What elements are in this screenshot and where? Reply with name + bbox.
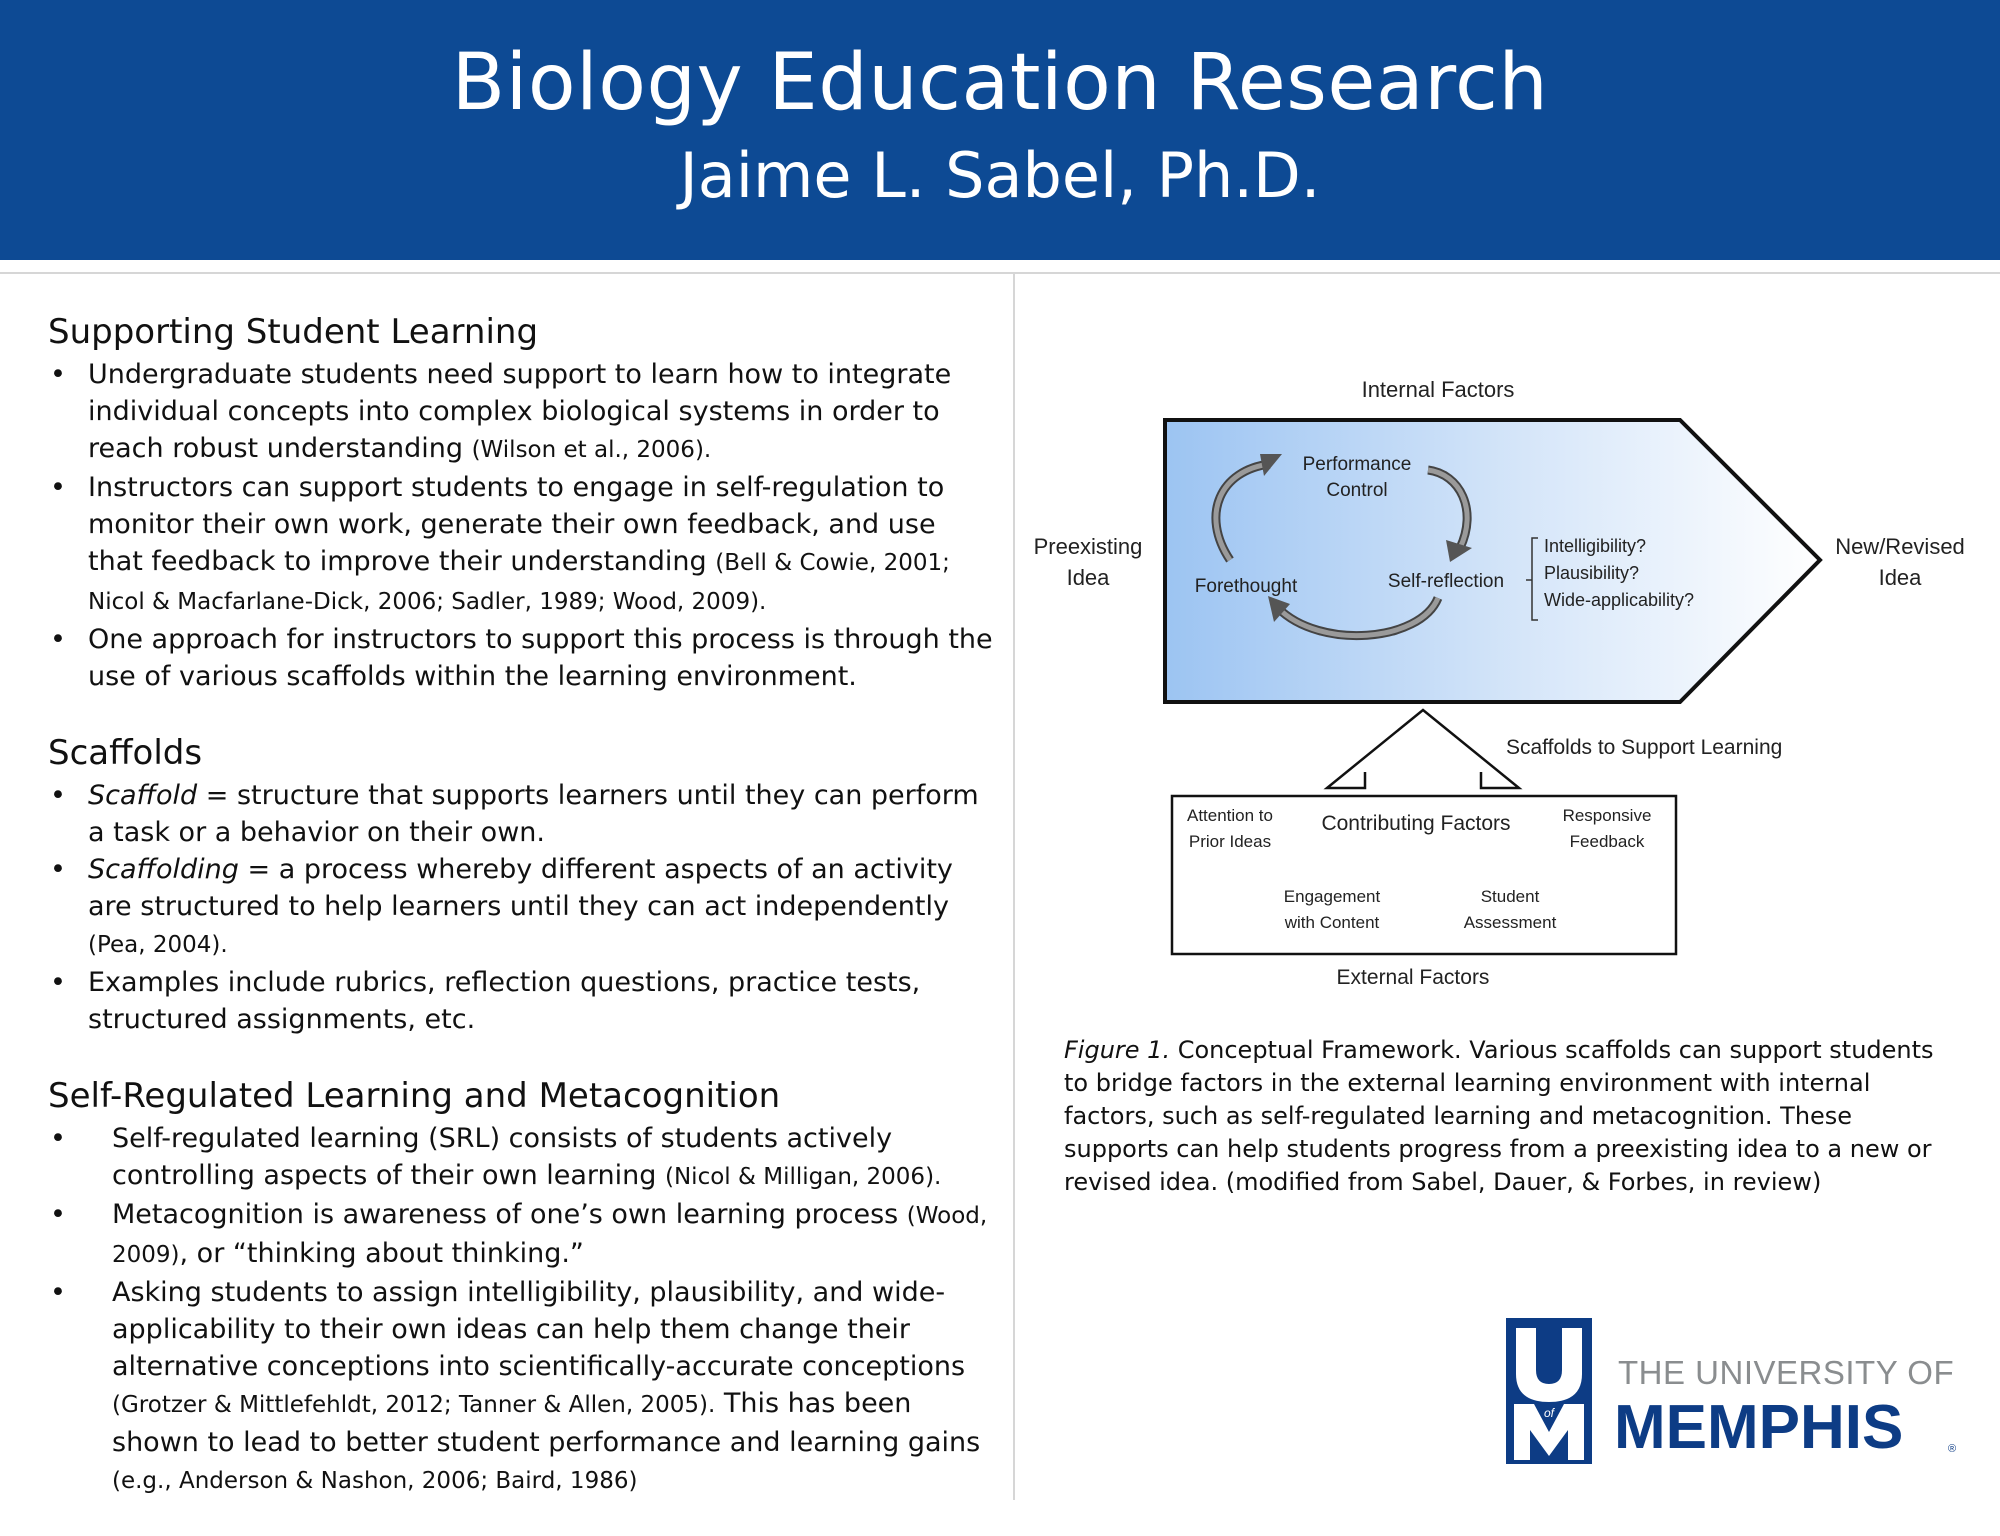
forethought-label: Forethought <box>1194 576 1298 597</box>
section-title: Self-Regulated Learning and Metacognition <box>48 1076 781 1116</box>
self-reflection-label: Self-reflection <box>1387 571 1505 592</box>
logo-line2: MEMPHIS <box>1614 1393 1904 1462</box>
performance-label-line2: Control <box>1326 480 1388 501</box>
university-logo <box>1500 1316 1960 1466</box>
bullet-item: • Instructors can support students to engage in self-regulation to monitor their own work, generate their own feedback, and use that feedback to improve their understanding (Bell & Cowie, 2001; Nicol & Macfarlane-Dick, 2006; Sadler, 1989; Wood, 2009). <box>48 469 998 621</box>
scaffold-up-arrow <box>1327 710 1519 788</box>
section-title: Scaffolds <box>48 733 203 773</box>
logo-line1: THE UNIVERSITY OF <box>1618 1354 1955 1391</box>
bullet-item: • Metacognition is awareness of one’s own learning process (Wood, 2009), or “thinking about thinking.” <box>48 1196 998 1274</box>
question-wide-applicability: Wide-applicability? <box>1544 590 1695 610</box>
caption-text: Conceptual Framework. Various scaffolds can support students to bridge factors in the external learning environment with internal factors, such as self-regulated learning and metacognition. These supports can help students progress from a preexisting idea to a new or revised idea. (modified from Sabel, Dauer, & Forbes, in review) <box>1064 1036 1934 1196</box>
figure-caption <box>1064 1034 1964 1199</box>
engagement-line2: with Content <box>1284 913 1380 932</box>
citation: (Wilson et al., 2006). <box>471 437 712 463</box>
section-srl <box>48 1074 998 1500</box>
external-factors-label: External Factors <box>1336 966 1490 989</box>
poster-author: Jaime L. Sabel, Ph.D. <box>679 139 1321 212</box>
engagement-line1: Engagement <box>1283 887 1381 906</box>
citation: (Grotzer & Mittlefehldt, 2012; Tanner & Allen, 2005). <box>112 1392 716 1418</box>
left-column <box>48 310 998 1536</box>
logo-registered: ® <box>1948 1443 1957 1455</box>
citation: (e.g., Anderson & Nashon, 2006; Baird, 1986) <box>112 1468 638 1494</box>
logo-of: of <box>1543 1406 1555 1420</box>
bullet-item: • Scaffolding = a process whereby different aspects of an activity are structured to help learners until they can act independently (Pea, 2004). <box>48 851 998 964</box>
bullet-item: • Asking students to assign intelligibility, plausibility, and wide-applicability to their own ideas can help them change their alternative conceptions into scientifically-accurate conceptions (Grotzer & Mittlefehldt, 2012; Tanner & Allen, 2005). This has been shown to lead to better student performance and learning gains (e.g., Anderson & Nashon, 2006; Baird, 1986) <box>48 1274 998 1500</box>
responsive-line1: Responsive <box>1562 806 1652 825</box>
contributing-factors-label: Contributing Factors <box>1321 812 1511 835</box>
new-idea-line2: Idea <box>1878 565 1922 590</box>
bullet-item: • Scaffold = structure that supports learners until they can perform a task or a behavior on their own. <box>48 777 998 851</box>
conceptual-framework-diagram <box>1020 370 2000 1000</box>
internal-factors-label: Internal Factors <box>1361 377 1515 402</box>
assessment-line1: Student <box>1480 887 1540 906</box>
assessment-line2: Assessment <box>1463 913 1557 932</box>
bullet-item: • One approach for instructors to support this process is through the use of various scaffolds within the learning environment. <box>48 621 998 695</box>
header-divider <box>0 272 2000 274</box>
bullet-item: • Self-regulated learning (SRL) consists of students actively controlling aspects of their own learning (Nicol & Milligan, 2006). <box>48 1120 998 1196</box>
scaffolds-label: Scaffolds to Support Learning <box>1506 736 1783 759</box>
header-banner <box>0 0 2000 260</box>
term: Scaffold <box>88 780 198 811</box>
term: Scaffolding <box>88 854 239 885</box>
section-supporting-learning <box>48 310 998 695</box>
attention-line2: Prior Ideas <box>1188 832 1272 851</box>
column-divider <box>1013 274 1015 1500</box>
citation: (Nicol & Milligan, 2006). <box>665 1164 942 1190</box>
section-scaffolds <box>48 731 998 1038</box>
new-idea-line1: New/Revised <box>1835 534 1965 559</box>
section-title: Supporting Student Learning <box>48 312 539 352</box>
attention-line1: Attention to <box>1186 806 1274 825</box>
preexisting-idea-line1: Preexisting <box>1033 534 1143 559</box>
citation: (Pea, 2004). <box>88 932 228 958</box>
preexisting-idea-line2: Idea <box>1066 565 1110 590</box>
question-intelligibility: Intelligibility? <box>1544 536 1647 556</box>
responsive-line2: Feedback <box>1569 832 1645 851</box>
question-plausibility: Plausibility? <box>1544 563 1640 583</box>
caption-label: Figure 1. <box>1064 1036 1171 1064</box>
citation: (Bell & Cowie, 2001; Nicol & Macfarlane-Dick, 2006; Sadler, 1989; Wood, 2009). <box>88 550 950 615</box>
bullet-item: • Examples include rubrics, reflection questions, practice tests, structured assignments, etc. <box>48 964 998 1038</box>
citation: (Wood, 2009) <box>112 1203 988 1268</box>
poster-title: Biology Education Research <box>451 38 1549 128</box>
bullet-item: • Undergraduate students need support to learn how to integrate individual concepts into complex biological systems in order to reach robust understanding (Wilson et al., 2006). <box>48 356 998 469</box>
performance-label-line1: Performance <box>1302 454 1412 475</box>
